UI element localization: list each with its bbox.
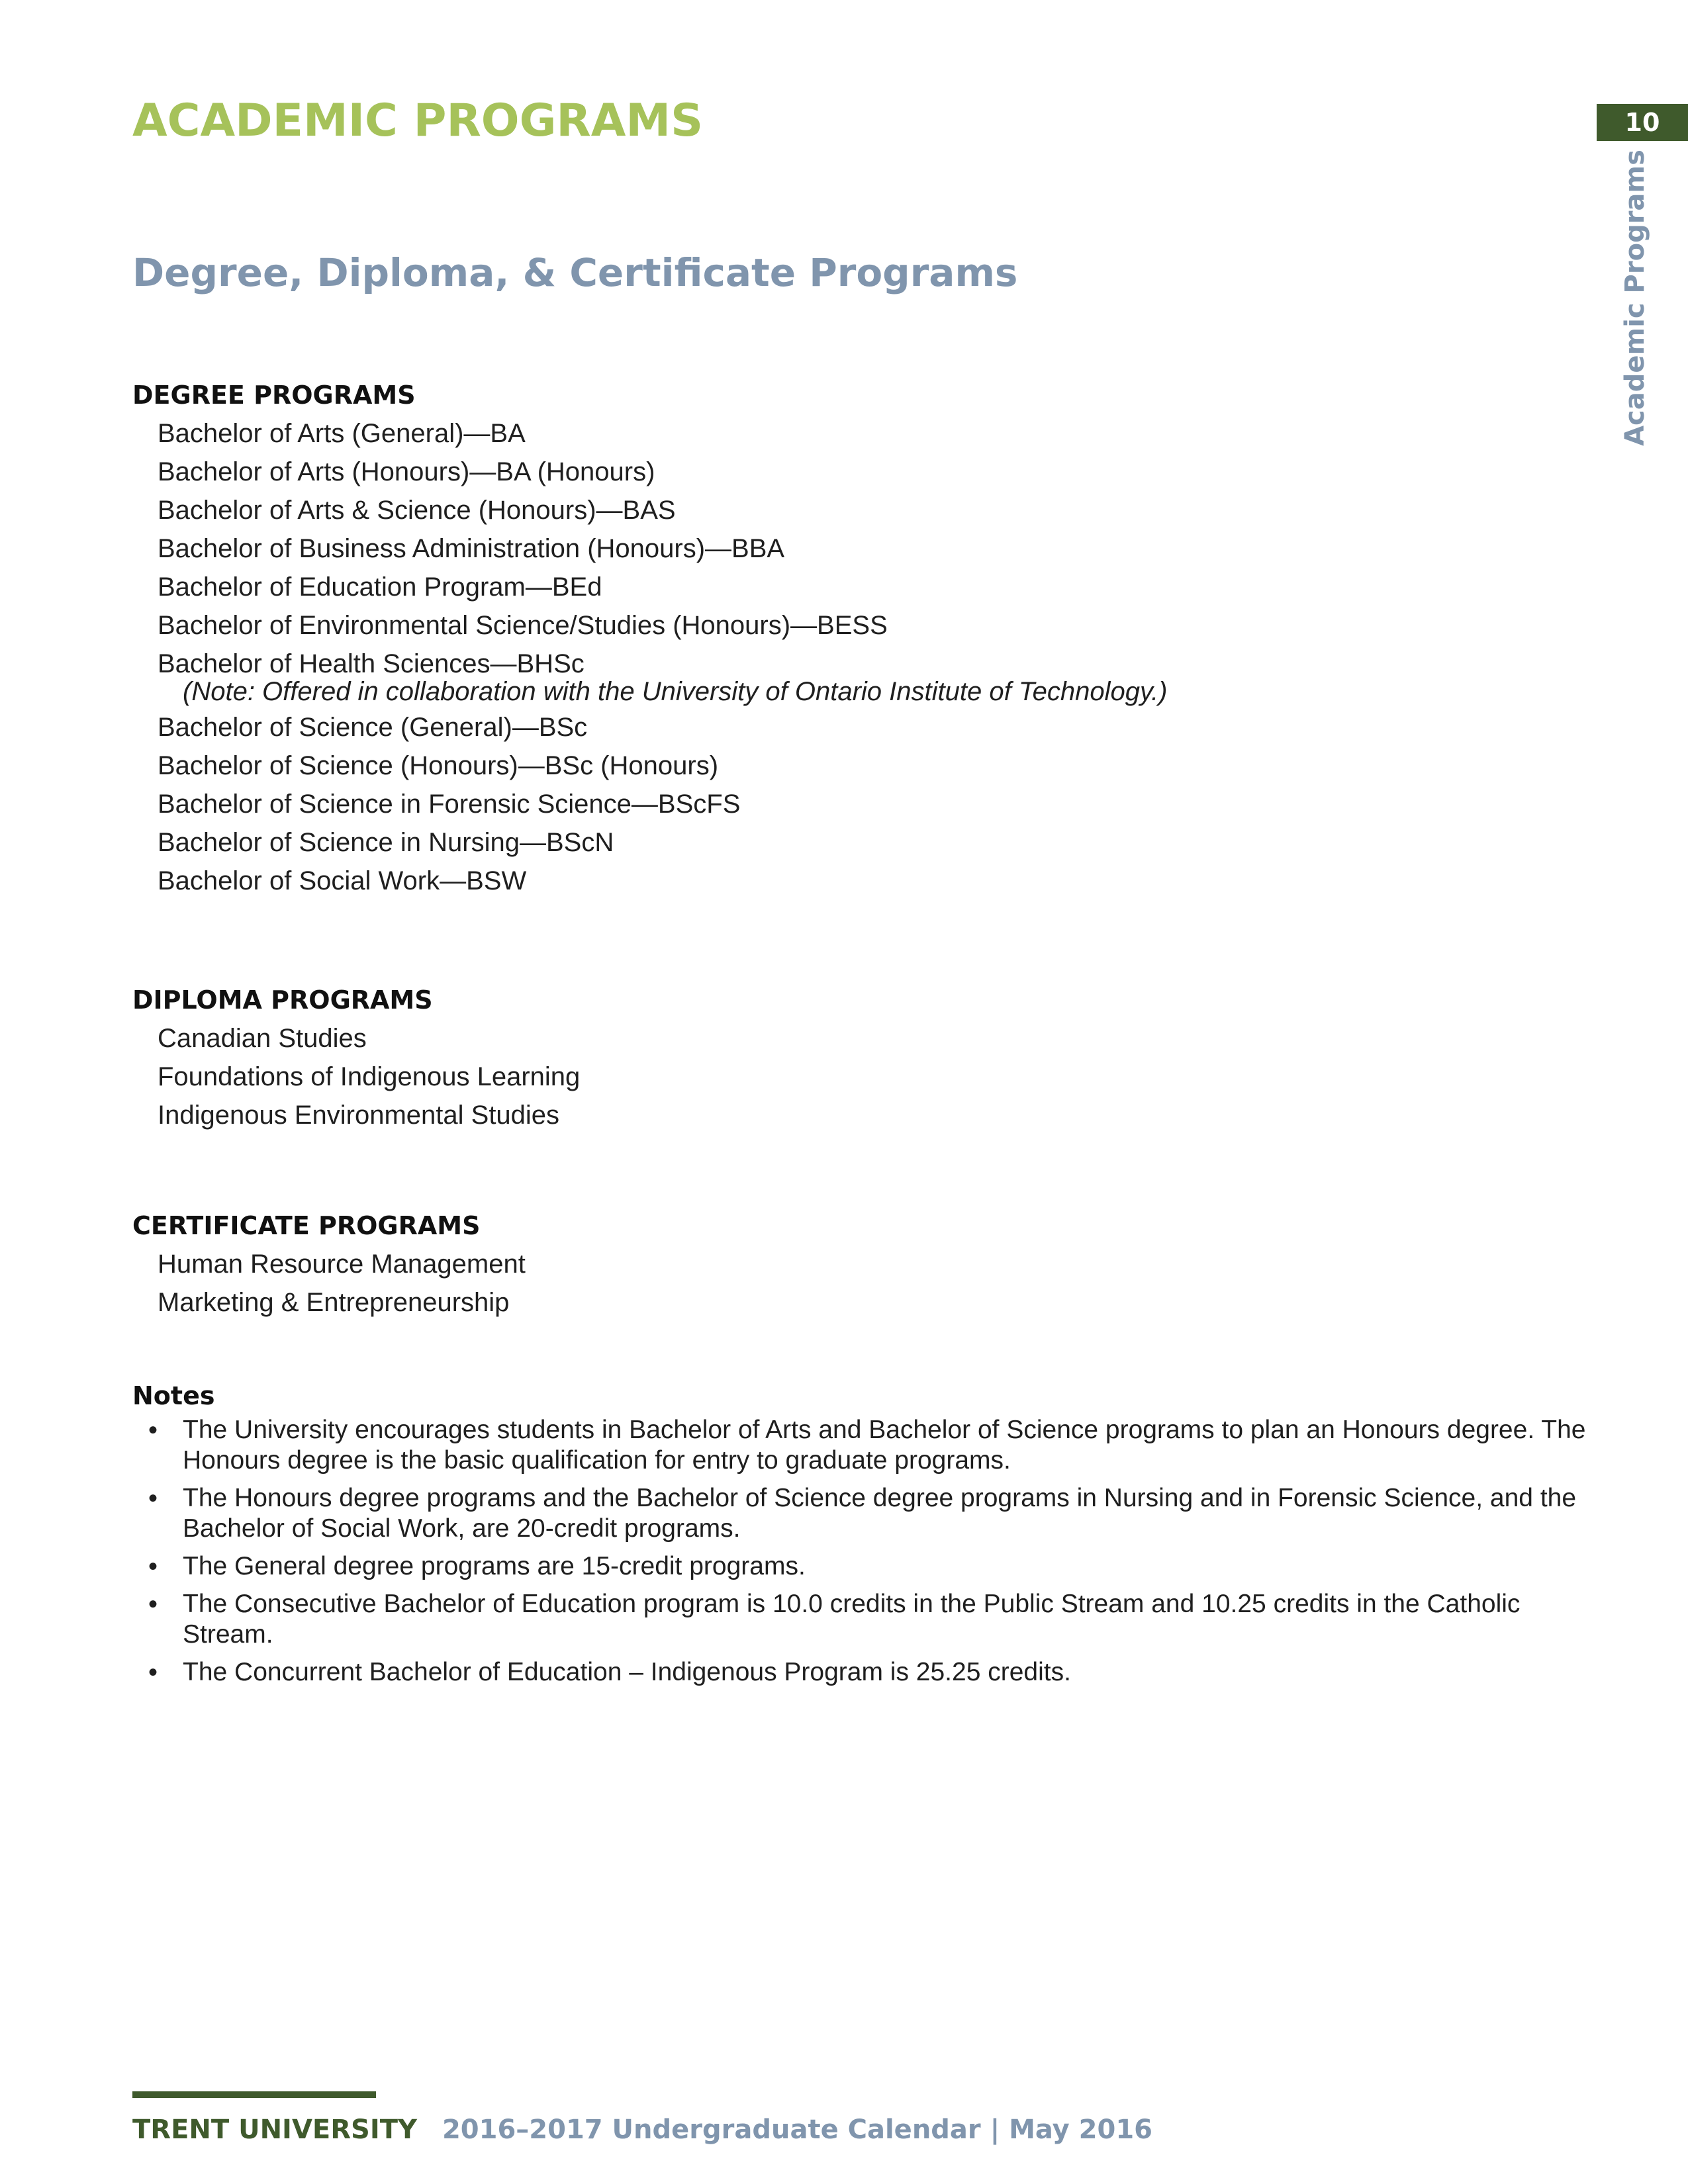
bullet-icon: • [148, 1590, 158, 1619]
bullet-icon: • [148, 1552, 158, 1581]
list-item: Bachelor of Environmental Science/Studies (Honours)—BESS [158, 611, 888, 640]
page-title: ACADEMIC PROGRAMS [132, 95, 704, 147]
note-text: The University encourages students in Bachelor of Arts and Bachelor of Science programs to plan an Honours degree. The Honours degree is the basic qualification for entry to graduate programs. [183, 1416, 1586, 1475]
diploma-programs-heading: DIPLOMA PROGRAMS [132, 985, 433, 1015]
list-item: Bachelor of Science in Forensic Science—BScFS [158, 790, 741, 819]
list-item-health [158, 645, 1167, 707]
list-item: Bachelor of Education Program—BEd [158, 572, 602, 602]
certificate-programs-section [132, 1206, 526, 1322]
list-item: Bachelor of Science in Nursing—BScN [158, 828, 614, 857]
bullet-icon: • [148, 1658, 158, 1687]
footer-rule [132, 2091, 376, 2098]
list-item: Bachelor of Business Administration (Honours)—BBA [158, 534, 785, 563]
list-item: Marketing & Entrepreneurship [158, 1288, 510, 1317]
degree-programs-heading: DEGREE PROGRAMS [132, 381, 416, 410]
note-text: The General degree programs are 15-credit programs. [183, 1552, 806, 1580]
note-item [132, 1483, 1613, 1544]
health-sciences-label: Bachelor of Health Sciences—BHSc [158, 649, 585, 678]
health-sciences-note: (Note: Offered in collaboration with the University of Ontario Institute of Technology.) [183, 677, 1168, 706]
notes-section [132, 1377, 1586, 1695]
note-item [132, 1657, 1613, 1688]
note-item [132, 1589, 1613, 1650]
page-number-badge: 10 [1597, 104, 1688, 141]
note-item [132, 1551, 1613, 1582]
page-footer [132, 2111, 1152, 2148]
notes-heading: Notes [132, 1381, 215, 1410]
degree-programs-section [132, 376, 1167, 900]
list-item: Bachelor of Arts & Science (Honours)—BAS [158, 496, 676, 525]
note-text: The Consecutive Bachelor of Education program is 10.0 credits in the Public Stream and 10.25 credits in the Catholic Stream. [183, 1590, 1521, 1649]
footer-calendar: 2016–2017 Undergraduate Calendar | May 2016 [442, 2115, 1152, 2145]
certificate-programs-heading: CERTIFICATE PROGRAMS [132, 1211, 481, 1240]
list-item: Bachelor of Social Work—BSW [158, 866, 527, 895]
list-item: Human Resource Management [158, 1250, 526, 1279]
list-item: Indigenous Environmental Studies [158, 1101, 560, 1130]
note-text: The Honours degree programs and the Bachelor of Science degree programs in Nursing and in Forensic Science, and the Bachelor of Social Work, are 20-credit programs. [183, 1484, 1577, 1543]
side-section-label: Academic Programs [1620, 150, 1650, 446]
page-subtitle: Degree, Diploma, & Certificate Programs [132, 250, 1018, 295]
list-item: Canadian Studies [158, 1024, 367, 1053]
note-text: The Concurrent Bachelor of Education – Indigenous Program is 25.25 credits. [183, 1658, 1071, 1686]
note-item [132, 1415, 1613, 1476]
list-item: Bachelor of Science (General)—BSc [158, 713, 588, 742]
list-item: Bachelor of Science (Honours)—BSc (Honours) [158, 751, 719, 780]
list-item: Bachelor of Arts (General)—BA [158, 419, 526, 448]
diploma-programs-section [132, 981, 580, 1134]
list-item: Bachelor of Arts (Honours)—BA (Honours) [158, 457, 655, 486]
bullet-icon: • [148, 1484, 158, 1513]
list-item: Foundations of Indigenous Learning [158, 1062, 581, 1091]
certificate-programs-list [132, 1245, 526, 1322]
notes-list [132, 1415, 1586, 1688]
footer-organization: TRENT UNIVERSITY [132, 2115, 417, 2145]
diploma-programs-list [132, 1019, 580, 1134]
degree-programs-list [132, 414, 1167, 900]
bullet-icon: • [148, 1416, 158, 1445]
